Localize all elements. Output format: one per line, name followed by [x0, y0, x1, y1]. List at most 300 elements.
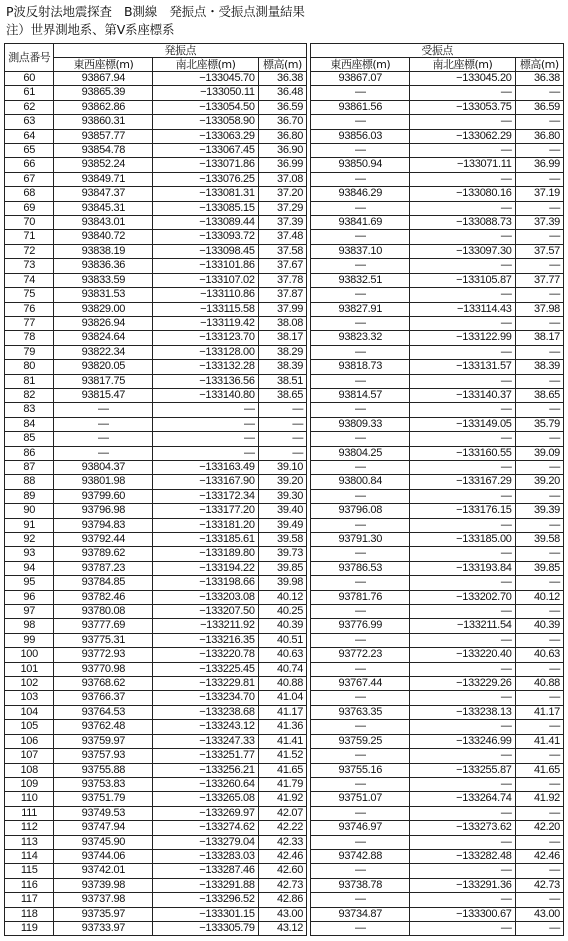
source-easting-cell: 93824.64: [54, 331, 153, 345]
table-row: [5, 316, 564, 330]
point-no-cell: 109: [5, 777, 54, 791]
source-easting-cell: 93787.23: [54, 561, 153, 575]
table-row: [5, 734, 564, 748]
source-northing-cell: −133256.21: [153, 763, 258, 777]
point-no-cell: 61: [5, 86, 54, 100]
receiver-easting-cell: 93786.53: [311, 561, 410, 575]
receiver-easting-cell: —: [311, 749, 410, 763]
receiver-easting-cell: —: [311, 86, 410, 100]
receiver-easting-cell: —: [311, 201, 410, 215]
receiver-northing-cell: —: [410, 547, 515, 561]
receiver-elevation-cell: —: [515, 230, 563, 244]
receiver-northing-cell: −133062.29: [410, 129, 515, 143]
source-northing-cell: −133110.86: [153, 288, 258, 302]
receiver-northing-cell: —: [410, 460, 515, 474]
table-row: [5, 201, 564, 215]
receiver-elevation-cell: —: [515, 576, 563, 590]
receiver-easting-cell: 93734.87: [311, 907, 410, 921]
source-elevation-cell: 39.73: [258, 547, 306, 561]
receiver-easting-cell: —: [311, 662, 410, 676]
table-row: [5, 489, 564, 503]
source-easting-cell: 93768.62: [54, 677, 153, 691]
point-no-cell: 64: [5, 129, 54, 143]
source-easting-cell: 93755.88: [54, 763, 153, 777]
receiver-northing-cell: −133264.74: [410, 792, 515, 806]
receiver-elevation-cell: —: [515, 662, 563, 676]
receiver-easting-cell: 93809.33: [311, 417, 410, 431]
source-easting-cell: 93735.97: [54, 907, 153, 921]
receiver-northing-cell: —: [410, 316, 515, 330]
source-easting-cell: 93770.98: [54, 662, 153, 676]
source-northing-cell: −133132.28: [153, 360, 258, 374]
source-easting-cell: 93799.60: [54, 489, 153, 503]
table-row: [5, 648, 564, 662]
receiver-elevation-cell: —: [515, 432, 563, 446]
source-elevation-cell: 40.63: [258, 648, 306, 662]
source-elevation-cell: 41.41: [258, 734, 306, 748]
receiver-elevation-cell: —: [515, 259, 563, 273]
source-easting-cell: 93849.71: [54, 172, 153, 186]
table-row: [5, 662, 564, 676]
source-northing-cell: −133123.70: [153, 331, 258, 345]
receiver-easting-cell: —: [311, 720, 410, 734]
table-row: [5, 504, 564, 518]
source-elevation-header: 標高(m): [258, 58, 306, 72]
source-easting-cell: 93782.46: [54, 590, 153, 604]
receiver-elevation-cell: —: [515, 633, 563, 647]
receiver-easting-cell: 93746.97: [311, 821, 410, 835]
receiver-northing-cell: —: [410, 201, 515, 215]
point-no-cell: 94: [5, 561, 54, 575]
receiver-elevation-cell: 39.58: [515, 533, 563, 547]
receiver-elevation-cell: —: [515, 345, 563, 359]
receiver-easting-cell: 93791.30: [311, 533, 410, 547]
receiver-northing-cell: −133291.36: [410, 878, 515, 892]
source-elevation-cell: 39.30: [258, 489, 306, 503]
table-row: [5, 619, 564, 633]
table-row: [5, 590, 564, 604]
receiver-easting-cell: 93856.03: [311, 129, 410, 143]
receiver-easting-cell: —: [311, 316, 410, 330]
receiver-northing-cell: —: [410, 576, 515, 590]
point-no-cell: 110: [5, 792, 54, 806]
source-elevation-cell: 40.51: [258, 633, 306, 647]
source-northing-cell: −133198.66: [153, 576, 258, 590]
receiver-easting-cell: 93738.78: [311, 878, 410, 892]
receiver-easting-cell: —: [311, 806, 410, 820]
table-row: [5, 345, 564, 359]
receiver-elevation-cell: 35.79: [515, 417, 563, 431]
receiver-elevation-cell: 42.46: [515, 849, 563, 863]
table-row: [5, 792, 564, 806]
point-no-cell: 100: [5, 648, 54, 662]
source-northing-cell: −133251.77: [153, 749, 258, 763]
source-northing-cell: −133234.70: [153, 691, 258, 705]
receiver-easting-cell: —: [311, 518, 410, 532]
source-easting-cell: 93792.44: [54, 533, 153, 547]
source-easting-cell: 93822.34: [54, 345, 153, 359]
source-northing-cell: −133085.15: [153, 201, 258, 215]
source-northing-cell: −133136.56: [153, 374, 258, 388]
source-easting-cell: 93739.98: [54, 878, 153, 892]
receiver-northing-header: 南北座標(m): [410, 58, 515, 72]
receiver-elevation-cell: —: [515, 777, 563, 791]
receiver-easting-cell: —: [311, 460, 410, 474]
receiver-easting-cell: —: [311, 489, 410, 503]
point-no-cell: 82: [5, 388, 54, 402]
source-easting-cell: 93737.98: [54, 893, 153, 907]
receiver-elevation-cell: —: [515, 518, 563, 532]
source-easting-cell: 93762.48: [54, 720, 153, 734]
receiver-northing-cell: —: [410, 86, 515, 100]
source-northing-cell: −133216.35: [153, 633, 258, 647]
source-easting-cell: 93745.90: [54, 835, 153, 849]
receiver-elevation-cell: —: [515, 605, 563, 619]
receiver-elevation-cell: 36.80: [515, 129, 563, 143]
survey-results-table: [4, 43, 564, 936]
source-elevation-cell: 38.08: [258, 316, 306, 330]
receiver-elevation-cell: —: [515, 864, 563, 878]
source-easting-cell: 93817.75: [54, 374, 153, 388]
receiver-easting-cell: 93767.44: [311, 677, 410, 691]
table-row: [5, 633, 564, 647]
receiver-northing-cell: —: [410, 893, 515, 907]
point-no-cell: 65: [5, 144, 54, 158]
receiver-northing-cell: −133167.29: [410, 475, 515, 489]
source-easting-cell: 93829.00: [54, 302, 153, 316]
receiver-northing-cell: −133255.87: [410, 763, 515, 777]
point-no-cell: 106: [5, 734, 54, 748]
source-easting-cell: 93764.53: [54, 705, 153, 719]
source-elevation-cell: —: [258, 403, 306, 417]
table-body: [5, 72, 564, 936]
source-easting-cell: —: [54, 403, 153, 417]
point-no-cell: 96: [5, 590, 54, 604]
receiver-elevation-cell: 43.00: [515, 907, 563, 921]
point-no-cell: 78: [5, 331, 54, 345]
source-easting-cell: 93840.72: [54, 230, 153, 244]
source-elevation-cell: 42.46: [258, 849, 306, 863]
receiver-easting-cell: —: [311, 777, 410, 791]
receiver-easting-cell: 93800.84: [311, 475, 410, 489]
point-no-cell: 83: [5, 403, 54, 417]
receiver-easting-cell: 93846.29: [311, 187, 410, 201]
source-easting-cell: 93751.79: [54, 792, 153, 806]
receiver-elevation-cell: —: [515, 547, 563, 561]
receiver-northing-cell: −133045.20: [410, 72, 515, 86]
receiver-northing-cell: −133273.62: [410, 821, 515, 835]
receiver-northing-cell: −133282.48: [410, 849, 515, 863]
source-easting-cell: 93789.62: [54, 547, 153, 561]
table-row: [5, 605, 564, 619]
receiver-easting-cell: —: [311, 605, 410, 619]
point-no-cell: 116: [5, 878, 54, 892]
receiver-elevation-cell: 40.63: [515, 648, 563, 662]
source-northing-cell: −133172.34: [153, 489, 258, 503]
point-no-cell: 90: [5, 504, 54, 518]
point-no-cell: 71: [5, 230, 54, 244]
receiver-easting-cell: 93751.07: [311, 792, 410, 806]
table-row: [5, 172, 564, 186]
receiver-easting-cell: —: [311, 288, 410, 302]
receiver-easting-cell: 93796.08: [311, 504, 410, 518]
receiver-northing-cell: −133088.73: [410, 216, 515, 230]
source-elevation-cell: 41.65: [258, 763, 306, 777]
source-northing-cell: −133045.70: [153, 72, 258, 86]
receiver-northing-cell: −133080.16: [410, 187, 515, 201]
receiver-northing-cell: —: [410, 403, 515, 417]
source-elevation-cell: 37.20: [258, 187, 306, 201]
point-no-cell: 103: [5, 691, 54, 705]
source-elevation-cell: 42.60: [258, 864, 306, 878]
source-elevation-cell: 38.17: [258, 331, 306, 345]
receiver-northing-cell: −133140.37: [410, 388, 515, 402]
receiver-northing-cell: —: [410, 633, 515, 647]
table-row: [5, 129, 564, 143]
point-no-cell: 67: [5, 172, 54, 186]
receiver-easting-cell: 93814.57: [311, 388, 410, 402]
source-northing-cell: −133305.79: [153, 921, 258, 935]
receiver-easting-cell: —: [311, 144, 410, 158]
receiver-northing-cell: −133229.26: [410, 677, 515, 691]
table-row: [5, 115, 564, 129]
point-no-cell: 95: [5, 576, 54, 590]
receiver-northing-cell: —: [410, 605, 515, 619]
source-northing-cell: −133054.50: [153, 100, 258, 114]
source-northing-cell: −133115.58: [153, 302, 258, 316]
source-easting-cell: 93852.24: [54, 158, 153, 172]
source-elevation-cell: 36.99: [258, 158, 306, 172]
receiver-northing-cell: —: [410, 230, 515, 244]
table-row: [5, 273, 564, 287]
receiver-elevation-cell: —: [515, 316, 563, 330]
source-northing-cell: −133225.45: [153, 662, 258, 676]
receiver-northing-cell: −133176.15: [410, 504, 515, 518]
point-no-cell: 62: [5, 100, 54, 114]
point-no-cell: 73: [5, 259, 54, 273]
source-elevation-cell: 41.17: [258, 705, 306, 719]
table-row: [5, 432, 564, 446]
source-northing-cell: −133185.61: [153, 533, 258, 547]
receiver-easting-cell: —: [311, 230, 410, 244]
receiver-elevation-cell: —: [515, 144, 563, 158]
receiver-northing-cell: −133202.70: [410, 590, 515, 604]
source-elevation-cell: 39.49: [258, 518, 306, 532]
table-row: [5, 864, 564, 878]
source-northing-cell: −133211.92: [153, 619, 258, 633]
source-northing-cell: −133229.81: [153, 677, 258, 691]
point-no-cell: 119: [5, 921, 54, 935]
source-elevation-cell: 37.48: [258, 230, 306, 244]
receiver-northing-cell: −133114.43: [410, 302, 515, 316]
source-easting-cell: 93847.37: [54, 187, 153, 201]
receiver-elevation-cell: 40.12: [515, 590, 563, 604]
receiver-northing-cell: −133238.13: [410, 705, 515, 719]
table-row: [5, 403, 564, 417]
receiver-easting-header: 東西座標(m): [311, 58, 410, 72]
table-row: [5, 72, 564, 86]
source-easting-cell: 93749.53: [54, 806, 153, 820]
source-northing-cell: −133238.68: [153, 705, 258, 719]
receiver-elevation-cell: 37.77: [515, 273, 563, 287]
point-no-cell: 118: [5, 907, 54, 921]
point-no-cell: 111: [5, 806, 54, 820]
receiver-elevation-cell: —: [515, 893, 563, 907]
source-easting-cell: 93759.97: [54, 734, 153, 748]
point-no-cell: 70: [5, 216, 54, 230]
table-row: [5, 677, 564, 691]
receiver-easting-cell: 93823.32: [311, 331, 410, 345]
receiver-elevation-cell: 37.19: [515, 187, 563, 201]
point-no-header: 測点番号: [5, 44, 54, 72]
receiver-elevation-cell: 39.09: [515, 446, 563, 460]
source-northing-cell: −133081.31: [153, 187, 258, 201]
receiver-elevation-cell: 41.65: [515, 763, 563, 777]
source-elevation-cell: 37.87: [258, 288, 306, 302]
source-easting-cell: 93801.98: [54, 475, 153, 489]
source-easting-cell: 93747.94: [54, 821, 153, 835]
receiver-elevation-cell: 41.17: [515, 705, 563, 719]
receiver-easting-cell: 93818.73: [311, 360, 410, 374]
point-no-cell: 117: [5, 893, 54, 907]
document-title: P波反射法地震探査 B測線 発振点・受振点測量結果: [6, 4, 305, 19]
receiver-northing-cell: −133149.05: [410, 417, 515, 431]
receiver-easting-cell: 93763.35: [311, 705, 410, 719]
receiver-northing-cell: —: [410, 489, 515, 503]
source-northing-cell: −133194.22: [153, 561, 258, 575]
point-no-cell: 63: [5, 115, 54, 129]
point-no-cell: 76: [5, 302, 54, 316]
receiver-easting-cell: —: [311, 432, 410, 446]
point-no-cell: 91: [5, 518, 54, 532]
source-elevation-cell: 40.88: [258, 677, 306, 691]
source-northing-cell: −133076.25: [153, 172, 258, 186]
receiver-elevation-cell: 42.20: [515, 821, 563, 835]
source-northing-cell: −133067.45: [153, 144, 258, 158]
source-elevation-cell: 40.74: [258, 662, 306, 676]
source-elevation-cell: 43.12: [258, 921, 306, 935]
receiver-easting-cell: —: [311, 547, 410, 561]
receiver-elevation-cell: 38.65: [515, 388, 563, 402]
receiver-elevation-cell: —: [515, 374, 563, 388]
source-elevation-cell: 37.99: [258, 302, 306, 316]
table-row: [5, 849, 564, 863]
source-northing-cell: −133220.78: [153, 648, 258, 662]
receiver-easting-cell: —: [311, 835, 410, 849]
source-elevation-cell: 38.29: [258, 345, 306, 359]
receiver-elevation-cell: 41.41: [515, 734, 563, 748]
receiver-easting-cell: 93804.25: [311, 446, 410, 460]
point-no-cell: 99: [5, 633, 54, 647]
receiver-northing-cell: —: [410, 374, 515, 388]
source-easting-cell: 93865.39: [54, 86, 153, 100]
source-northing-cell: −133207.50: [153, 605, 258, 619]
source-elevation-cell: 41.04: [258, 691, 306, 705]
table-row: [5, 893, 564, 907]
receiver-elevation-cell: —: [515, 403, 563, 417]
receiver-northing-cell: −133131.57: [410, 360, 515, 374]
table-row: [5, 475, 564, 489]
table-row: [5, 878, 564, 892]
source-northing-cell: −133128.00: [153, 345, 258, 359]
point-no-cell: 114: [5, 849, 54, 863]
source-easting-cell: 93777.69: [54, 619, 153, 633]
source-easting-cell: 93772.93: [54, 648, 153, 662]
source-elevation-cell: 36.48: [258, 86, 306, 100]
source-elevation-cell: 39.10: [258, 460, 306, 474]
source-northing-header: 南北座標(m): [153, 58, 258, 72]
table-row: [5, 417, 564, 431]
table-row: [5, 691, 564, 705]
receiver-northing-cell: −133053.75: [410, 100, 515, 114]
point-no-cell: 98: [5, 619, 54, 633]
point-no-cell: 108: [5, 763, 54, 777]
receiver-easting-cell: 93861.56: [311, 100, 410, 114]
point-no-cell: 66: [5, 158, 54, 172]
point-no-cell: 93: [5, 547, 54, 561]
point-no-cell: 97: [5, 605, 54, 619]
table-row: [5, 907, 564, 921]
table-row: [5, 547, 564, 561]
table-row: [5, 388, 564, 402]
point-no-cell: 101: [5, 662, 54, 676]
source-elevation-cell: 41.92: [258, 792, 306, 806]
receiver-elevation-cell: —: [515, 921, 563, 935]
source-elevation-cell: 39.20: [258, 475, 306, 489]
source-elevation-cell: 42.22: [258, 821, 306, 835]
source-easting-cell: 93845.31: [54, 201, 153, 215]
receiver-easting-cell: —: [311, 115, 410, 129]
table-row: [5, 749, 564, 763]
source-easting-cell: 93860.31: [54, 115, 153, 129]
table-row: [5, 144, 564, 158]
source-easting-cell: 93753.83: [54, 777, 153, 791]
receiver-easting-cell: 93827.91: [311, 302, 410, 316]
source-easting-cell: 93820.05: [54, 360, 153, 374]
table-row: [5, 446, 564, 460]
source-northing-cell: —: [153, 446, 258, 460]
source-elevation-cell: 38.39: [258, 360, 306, 374]
receiver-northing-cell: −133193.84: [410, 561, 515, 575]
receiver-easting-cell: 93742.88: [311, 849, 410, 863]
source-northing-cell: −133058.90: [153, 115, 258, 129]
source-easting-cell: 93796.98: [54, 504, 153, 518]
source-elevation-cell: 36.59: [258, 100, 306, 114]
receiver-elevation-cell: —: [515, 835, 563, 849]
source-northing-cell: −133189.80: [153, 547, 258, 561]
source-easting-cell: 93831.53: [54, 288, 153, 302]
table-row: [5, 705, 564, 719]
source-elevation-cell: 37.78: [258, 273, 306, 287]
source-elevation-cell: —: [258, 417, 306, 431]
receiver-northing-cell: −133105.87: [410, 273, 515, 287]
source-elevation-cell: 36.38: [258, 72, 306, 86]
source-northing-cell: −133089.44: [153, 216, 258, 230]
source-elevation-cell: 36.90: [258, 144, 306, 158]
receiver-easting-cell: 93772.23: [311, 648, 410, 662]
source-northing-cell: —: [153, 403, 258, 417]
point-no-cell: 72: [5, 244, 54, 258]
receiver-northing-cell: —: [410, 432, 515, 446]
table-row: [5, 86, 564, 100]
table-row: [5, 244, 564, 258]
source-northing-cell: −133098.45: [153, 244, 258, 258]
source-elevation-cell: 37.29: [258, 201, 306, 215]
source-easting-cell: 93784.85: [54, 576, 153, 590]
source-elevation-cell: 38.65: [258, 388, 306, 402]
receiver-easting-cell: —: [311, 403, 410, 417]
source-easting-cell: 93815.47: [54, 388, 153, 402]
